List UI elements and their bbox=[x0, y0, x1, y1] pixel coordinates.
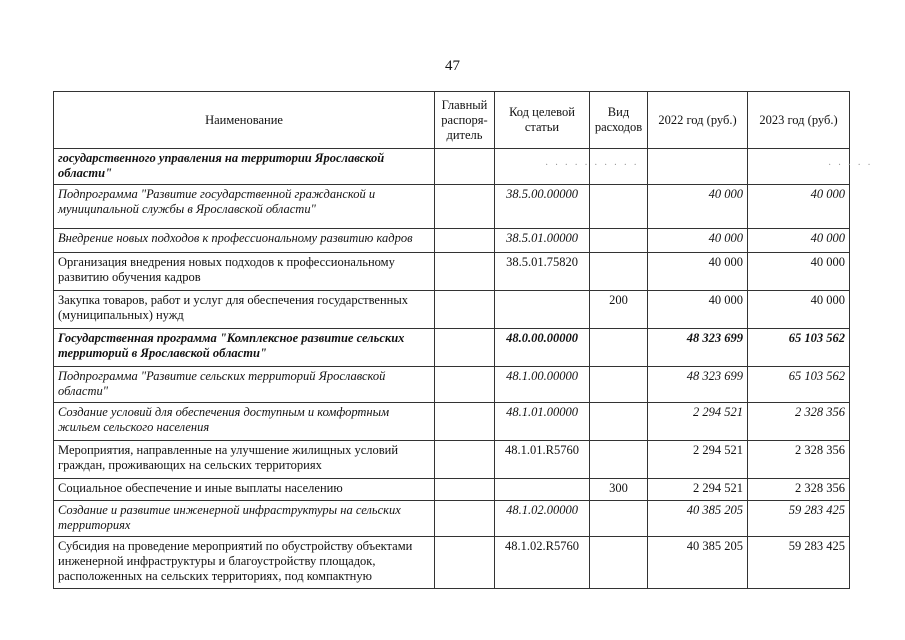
table-row bbox=[54, 291, 850, 329]
row-admin bbox=[435, 229, 495, 253]
row-2023: 40 000 bbox=[748, 229, 850, 253]
row-type bbox=[590, 185, 648, 229]
row-code: 48.1.02.00000 bbox=[495, 501, 590, 537]
row-name: Создание условий для обеспечения доступным и комфортным жильем сельского населения bbox=[54, 403, 435, 441]
row-name: Подпрограмма "Развитие государственной гражданской и муниципальной службы в Ярославской области" bbox=[54, 185, 435, 229]
row-name: Организация внедрения новых подходов к профессиональному развитию обучения кадров bbox=[54, 253, 435, 291]
header-type: Вид расходов bbox=[590, 92, 648, 149]
row-2022 bbox=[648, 149, 748, 185]
row-name: государственного управления на территории Ярославской области" bbox=[54, 149, 435, 185]
row-2023: 2 328 356 bbox=[748, 403, 850, 441]
row-admin bbox=[435, 185, 495, 229]
table-row bbox=[54, 367, 850, 403]
row-type bbox=[590, 501, 648, 537]
row-name: Внедрение новых подходов к профессиональному развитию кадров bbox=[54, 229, 435, 253]
row-2022: 2 294 521 bbox=[648, 441, 748, 479]
row-name: Мероприятия, направленные на улучшение жилищных условий граждан, проживающих на сельских территориях bbox=[54, 441, 435, 479]
table-header-row bbox=[54, 92, 850, 149]
row-2023: 40 000 bbox=[748, 185, 850, 229]
row-2022: 40 000 bbox=[648, 185, 748, 229]
row-admin bbox=[435, 149, 495, 185]
page-number: 47 bbox=[445, 58, 460, 74]
table-row bbox=[54, 149, 850, 185]
table-row bbox=[54, 329, 850, 367]
row-2023: 65 103 562 bbox=[748, 329, 850, 367]
row-admin bbox=[435, 329, 495, 367]
row-code bbox=[495, 291, 590, 329]
row-2023: 2 328 356 bbox=[748, 441, 850, 479]
row-admin bbox=[435, 367, 495, 403]
header-2023: 2023 год (руб.) bbox=[748, 92, 850, 149]
row-admin bbox=[435, 479, 495, 501]
header-admin: Главный распоря-дитель bbox=[435, 92, 495, 149]
row-2023: 40 000 bbox=[748, 253, 850, 291]
row-type bbox=[590, 253, 648, 291]
row-code: 48.1.01.R5760 bbox=[495, 441, 590, 479]
row-type bbox=[590, 537, 648, 589]
row-2023: 59 283 425 bbox=[748, 501, 850, 537]
table-row bbox=[54, 185, 850, 229]
row-name: Создание и развитие инженерной инфраструктуры на сельских территориях bbox=[54, 501, 435, 537]
row-admin bbox=[435, 537, 495, 589]
row-2022: 2 294 521 bbox=[648, 479, 748, 501]
table-row bbox=[54, 479, 850, 501]
row-type bbox=[590, 441, 648, 479]
row-2022: 48 323 699 bbox=[648, 367, 748, 403]
row-code: 38.5.00.00000 bbox=[495, 185, 590, 229]
row-name: Субсидия на проведение мероприятий по обустройству объектами инженерной инфраструктуры и благоустройству площадок, расположенных на сельских территориях, под компактную bbox=[54, 537, 435, 589]
row-2022: 40 385 205 bbox=[648, 501, 748, 537]
row-type: 200 bbox=[590, 291, 648, 329]
table-row bbox=[54, 537, 850, 589]
row-code: 48.1.00.00000 bbox=[495, 367, 590, 403]
header-2022: 2022 год (руб.) bbox=[648, 92, 748, 149]
row-2023: 40 000 bbox=[748, 291, 850, 329]
row-2022: 40 385 205 bbox=[648, 537, 748, 589]
row-type bbox=[590, 229, 648, 253]
table-row bbox=[54, 253, 850, 291]
row-type bbox=[590, 329, 648, 367]
row-admin bbox=[435, 403, 495, 441]
row-name: Закупка товаров, работ и услуг для обеспечения государственных (муниципальных) нужд bbox=[54, 291, 435, 329]
row-type: 300 bbox=[590, 479, 648, 501]
row-2022: 40 000 bbox=[648, 253, 748, 291]
row-name: Подпрограмма "Развитие сельских территорий Ярославской области" bbox=[54, 367, 435, 403]
row-2022: 40 000 bbox=[648, 229, 748, 253]
row-2022: 40 000 bbox=[648, 291, 748, 329]
table-row bbox=[54, 441, 850, 479]
table-row bbox=[54, 403, 850, 441]
row-code: 48.1.01.00000 bbox=[495, 403, 590, 441]
header-name: Наименование bbox=[54, 92, 435, 149]
row-code bbox=[495, 479, 590, 501]
row-name: Государственная программа "Комплексное развитие сельских территорий в Ярославской области" bbox=[54, 329, 435, 367]
row-2023: 59 283 425 bbox=[748, 537, 850, 589]
budget-table bbox=[53, 91, 850, 589]
decorative-dots: · · · · · bbox=[828, 160, 873, 171]
row-2022: 48 323 699 bbox=[648, 329, 748, 367]
table-row bbox=[54, 501, 850, 537]
row-admin bbox=[435, 501, 495, 537]
row-type bbox=[590, 403, 648, 441]
header-code: Код целевой статьи bbox=[495, 92, 590, 149]
row-2023: 65 103 562 bbox=[748, 367, 850, 403]
row-type bbox=[590, 367, 648, 403]
row-admin bbox=[435, 291, 495, 329]
row-admin bbox=[435, 253, 495, 291]
row-code: 48.1.02.R5760 bbox=[495, 537, 590, 589]
row-code: 48.0.00.00000 bbox=[495, 329, 590, 367]
row-name: Социальное обеспечение и иные выплаты населению bbox=[54, 479, 435, 501]
decorative-dots: · · · · · · · · · · bbox=[545, 160, 639, 171]
row-2022: 2 294 521 bbox=[648, 403, 748, 441]
row-code: 38.5.01.75820 bbox=[495, 253, 590, 291]
row-2023: 2 328 356 bbox=[748, 479, 850, 501]
table-row bbox=[54, 229, 850, 253]
row-admin bbox=[435, 441, 495, 479]
row-code: 38.5.01.00000 bbox=[495, 229, 590, 253]
